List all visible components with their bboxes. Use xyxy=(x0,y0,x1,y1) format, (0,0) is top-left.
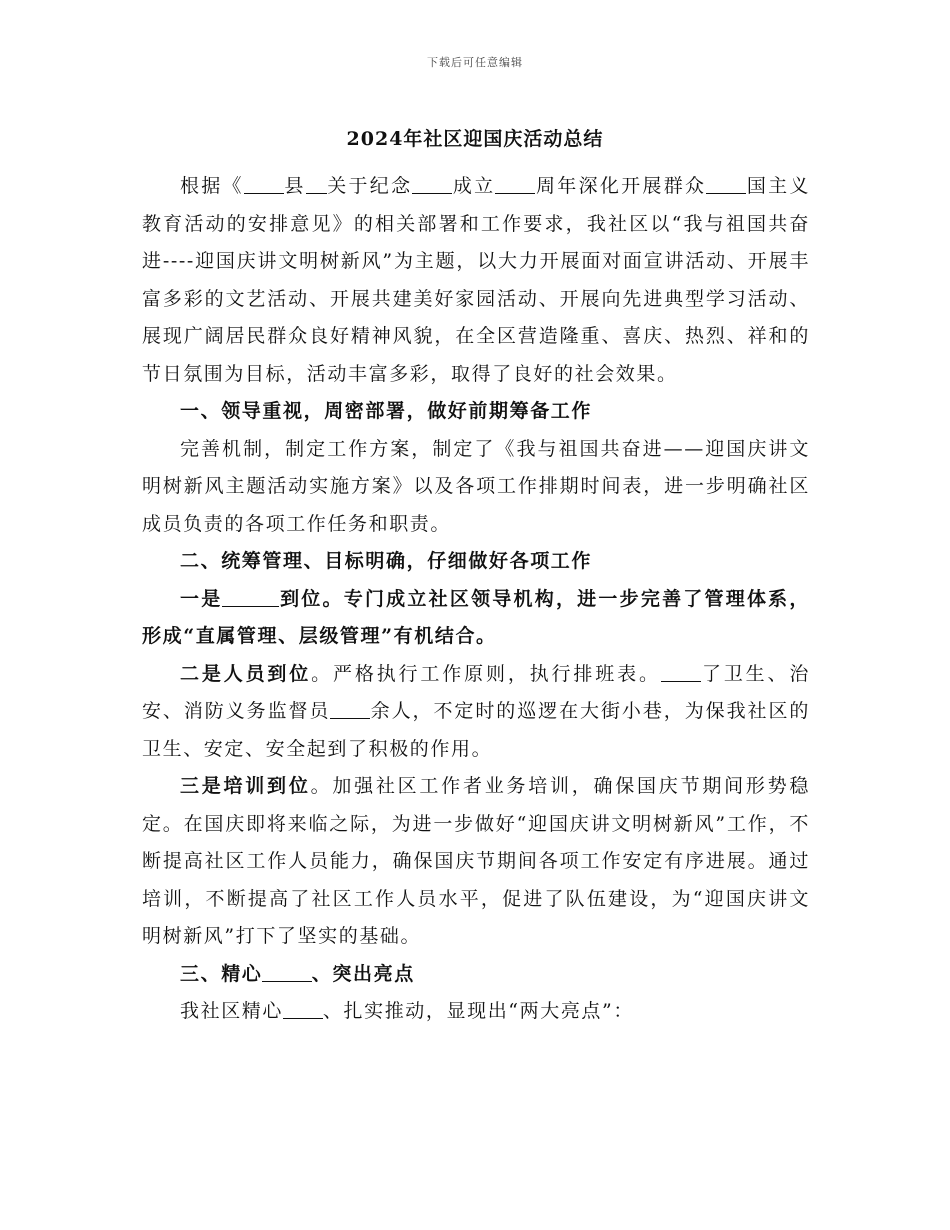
document-body xyxy=(142,168,810,1031)
blank-line xyxy=(262,962,311,982)
text-run: 成立 xyxy=(452,175,496,197)
blank-line xyxy=(244,174,284,194)
blank-line xyxy=(495,174,535,194)
blank-line xyxy=(330,699,370,719)
text-run: 到位。专门成立社区领导机构，进一步完善了管理体系，形成“直属管理、层级管理”有机结合。 xyxy=(142,587,810,647)
paragraph-mechanism: 完善机制，制定工作方案，制定了《我与祖国共奋进——迎国庆讲文明树新风主题活动实施方案》以及各项工作排期时间表，进一步明确社区成员负责的各项工作任务和职责。 xyxy=(142,437,810,535)
paragraph-intro xyxy=(142,168,810,393)
section-heading-1: 一、领导重视，周密部署，做好前期筹备工作 xyxy=(180,400,593,422)
text-run: 三、精心 xyxy=(180,962,263,985)
header-note: 下载后可任意编辑 xyxy=(427,56,523,69)
section-heading-3 xyxy=(142,956,810,994)
blank-line xyxy=(222,587,279,607)
section-heading-2: 二、统筹管理、目标明确，仔细做好各项工作 xyxy=(180,550,593,572)
text-run: 、扎实推动，显现出“两大亮点”： xyxy=(322,1000,634,1022)
blank-line xyxy=(706,174,746,194)
blank-line xyxy=(283,999,323,1019)
paragraph-point-2 xyxy=(142,656,810,769)
point-lead: 二是人员到位 xyxy=(180,662,312,685)
paragraph-point-3 xyxy=(142,768,810,956)
text-run: 县 xyxy=(283,175,306,197)
text-run: 根据《 xyxy=(180,175,244,197)
text-run: 我社区精心 xyxy=(180,1000,284,1022)
text-run: 国主义教育活动的安排意见》的相关部署和工作要求，我社区以“我与祖国共奋进----迎国庆讲文明树新风”为主题，以大力开展面对面宣讲活动、开展丰富多彩的文艺活动、开展共建美好家园活动、开展向先进典型学习活动、展现广阔居民群众良好精神风貌，在全区营造隆重、喜庆、热烈、祥和的节日氛围为目标，活动丰富多彩，取得了良好的社会效果。 xyxy=(142,175,810,385)
paragraph-highlights xyxy=(142,993,810,1031)
text-run: 关于纪念 xyxy=(326,175,413,197)
text-run: 、突出亮点 xyxy=(311,962,415,985)
text-run: 。严格执行工作原则，执行排班表。 xyxy=(311,662,661,685)
document-title: 2024年社区迎国庆活动总结 xyxy=(346,128,604,150)
text-run: 周年深化开展群众 xyxy=(535,175,707,197)
point-lead: 三是培训到位 xyxy=(180,775,311,797)
paragraph-point-1 xyxy=(142,581,810,656)
text-run: 一是 xyxy=(180,587,223,610)
text-run: 。加强社区工作者业务培训，确保国庆节期间形势稳定。在国庆即将来临之际，为进一步做好“迎国庆讲文明树新风”工作，不断提高社区工作人员能力，确保国庆节期间各项工作安定有序进展。通过培训，不断提高了社区工作人员水平，促进了队伍建设，为“迎国庆讲文明树新风”打下了坚实的基础。 xyxy=(142,775,810,947)
blank-line xyxy=(412,174,452,194)
blank-line xyxy=(661,662,701,682)
text-run: 了卫生、治安、消防义务监督员 xyxy=(142,662,810,722)
blank-line xyxy=(306,174,327,194)
text-run: 余人，不定时的巡逻在大街小巷，为保我社区的卫生、安定、安全起到了积极的作用。 xyxy=(142,700,810,760)
